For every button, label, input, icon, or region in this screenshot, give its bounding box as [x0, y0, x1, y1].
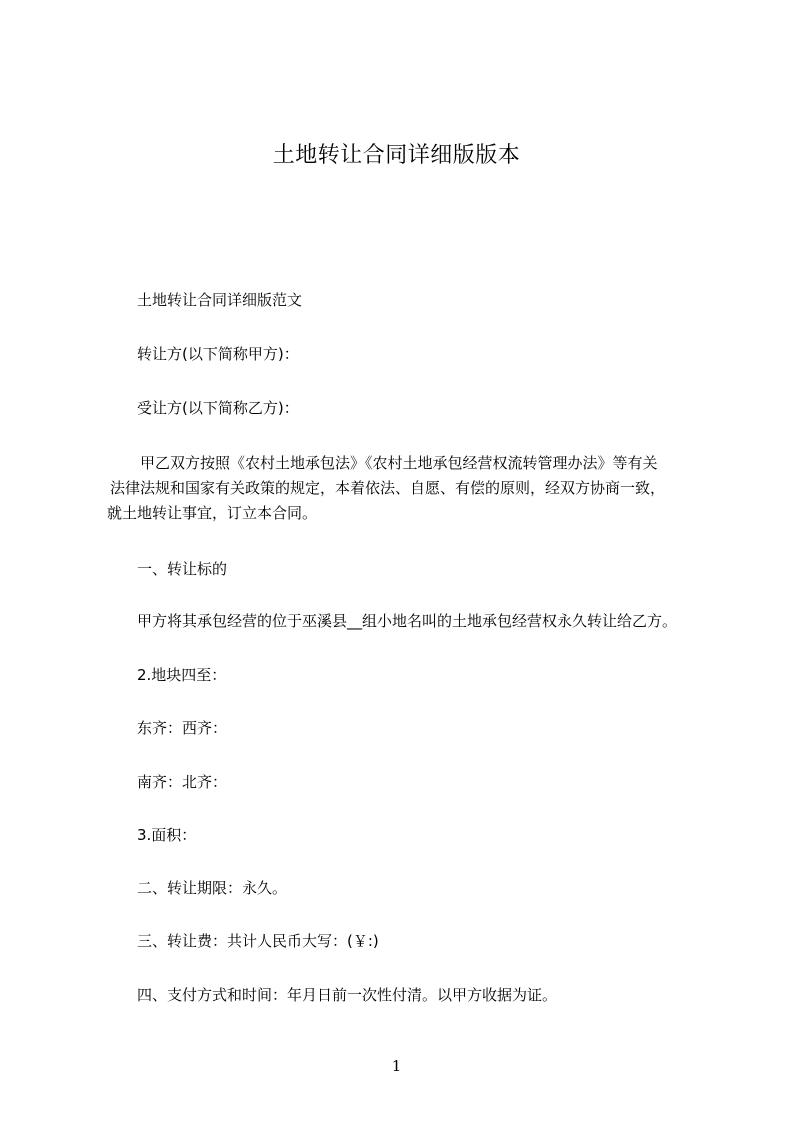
transferee-line: 受让方(以下简称乙方)：	[137, 399, 299, 417]
transferor-line: 转让方(以下简称甲方)：	[137, 345, 299, 363]
item3-area: 3.面积：	[137, 826, 197, 844]
document-subtitle: 土地转让合同详细版范文	[137, 291, 303, 309]
south-north-boundary: 南齐：北齐：	[137, 773, 228, 791]
section1-text: 甲方将其承包经营的位于巫溪县__组小地名叫的土地承包经营权永久转让给乙方。	[137, 612, 678, 630]
section1-heading: 一、转让标的	[137, 560, 228, 578]
document-title: 土地转让合同详细版版本	[272, 143, 521, 168]
section4-payment: 四、支付方式和时间：年月日前一次性付清。以甲方收据为证。	[137, 986, 558, 1004]
preamble-line-2: 法律法规和国家有关政策的规定，本着依法、自愿、有偿的原则，经双方协商一致，	[110, 479, 666, 497]
preamble-paragraph	[107, 451, 707, 526]
preamble-line-3: 就土地转让事宜，订立本合同。	[107, 504, 318, 522]
section2-term: 二、转让期限：永久。	[137, 879, 288, 897]
preamble-line-1: 甲乙双方按照《农村土地承包法》《农村土地承包经营权流转管理办法》等有关	[140, 454, 658, 472]
page-number: 1	[391, 1057, 402, 1075]
item2-boundaries: 2.地块四至：	[137, 666, 227, 684]
section3-fee: 三、转让费：共计人民币大写：(￥:)	[137, 932, 379, 950]
east-west-boundary: 东齐：西齐：	[137, 719, 228, 737]
